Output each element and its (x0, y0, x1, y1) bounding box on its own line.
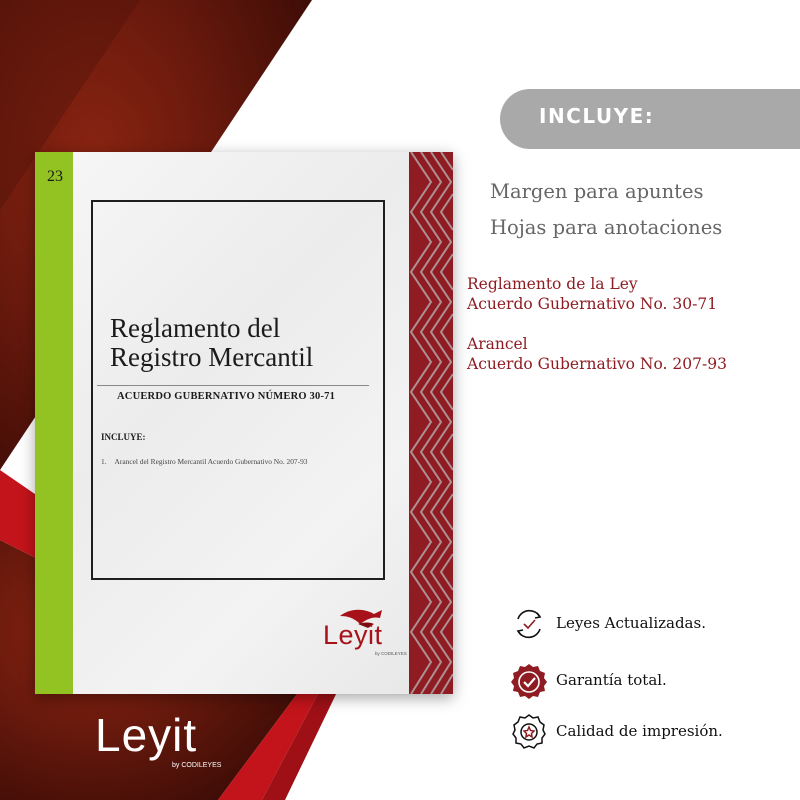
refresh-cycle-icon (510, 605, 548, 643)
book-logo-byline: by CODILEYES (375, 651, 407, 656)
document-item-detail: Acuerdo Gubernativo No. 207-93 (467, 355, 727, 373)
badge-label: Calidad de impresión. (556, 722, 723, 740)
brand-logo-wordmark: Leyit (95, 709, 198, 761)
badge-label: Leyes Actualizadas. (556, 614, 706, 632)
book-includes-item-number: 1. (101, 457, 107, 466)
brand-logo-byline: by CODILEYES (172, 762, 222, 769)
feature-item: Hojas para anotaciones (490, 216, 723, 239)
badge-updated-laws (510, 605, 790, 645)
book-volume-number: 23 (47, 168, 63, 185)
badge-total-guarantee (510, 662, 790, 702)
book-includes-item-text: Arancel del Registro Mercantil Acuerdo Gubernativo No. 207-93 (114, 457, 308, 466)
document-item-title: Arancel (467, 335, 528, 353)
document-item-detail: Acuerdo Gubernativo No. 30-71 (467, 295, 718, 313)
document-item-title: Reglamento de la Ley (467, 275, 638, 293)
book-subtitle: ACUERDO GUBERNATIVO NÚMERO 30-71 (117, 391, 336, 402)
badge-print-quality (510, 713, 790, 753)
book-logo-wordmark: Leyit (323, 620, 383, 650)
book-title (110, 314, 390, 372)
quality-ribbon-icon (510, 713, 548, 751)
includes-heading: INCLUYE: (539, 104, 655, 128)
book-cover (35, 152, 453, 694)
book-title-frame (91, 200, 385, 580)
book-title-line2: Registro Mercantil (110, 342, 314, 372)
badge-label: Garantía total. (556, 671, 667, 689)
book-title-divider (97, 385, 369, 386)
book-includes-item (101, 457, 307, 466)
check-seal-icon (510, 662, 548, 700)
book-includes-label: INCLUYE: (101, 432, 146, 442)
feature-item: Margen para apuntes (490, 180, 704, 203)
book-spine-green (35, 152, 73, 694)
book-title-line1: Reglamento del (110, 313, 281, 343)
book-spine-pattern (409, 152, 453, 694)
